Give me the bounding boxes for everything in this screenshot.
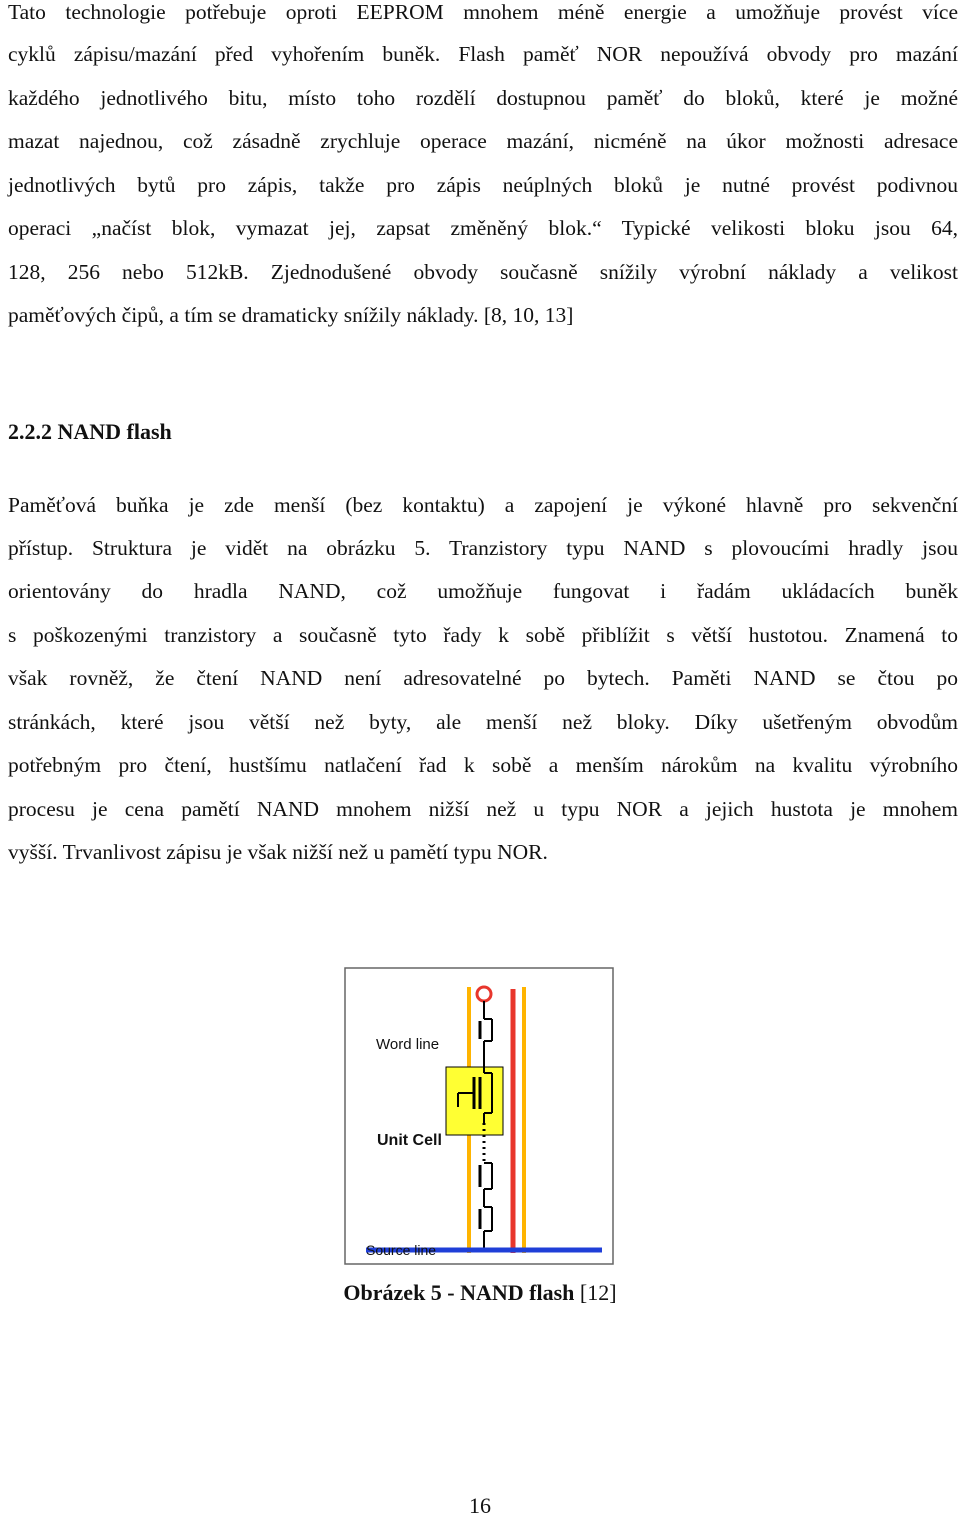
text-line: potřebným pro čtení, hustšímu natlačení řad k sobě a menším nárokům na kvalitu výrobního <box>8 753 958 777</box>
text-line: každého jednotlivého bitu, místo toho rozdělí dostupnou paměť do bloků, které je možné <box>8 86 958 110</box>
section-heading: 2.2.2 NAND flash <box>8 419 172 444</box>
text-line: vyšší. Trvanlivost zápisu je však nižší než u pamětí typu NOR. <box>8 840 548 864</box>
text-line: 128, 256 nebo 512kB. Zjednodušené obvody současně snížily výrobní náklady a velikost <box>8 260 958 284</box>
text-line: Paměťová buňka je zde menší (bez kontaktu) a zapojení je výkoné hlavně pro sekvenční <box>8 493 958 517</box>
nand-flash-figure <box>344 967 614 1265</box>
text-line: orientovány do hradla NAND, což umožňuje fungovat i řadám ukládacích buněk <box>8 579 958 603</box>
text-line: mazat najednou, což zásadně zrychluje operace mazání, nicméně na úkor možnosti adresace <box>8 129 958 153</box>
bit-line-terminal <box>477 987 491 1001</box>
text-line: Tato technologie potřebuje oproti EEPROM mnohem méně energie a umožňuje provést více <box>8 0 958 24</box>
unit-cell-label: Unit Cell <box>377 1132 442 1149</box>
text-line: procesu je cena pamětí NAND mnohem nižší než u typu NOR a jejich hustota je mnohem <box>8 797 958 821</box>
text-line: však rovněž, že čtení NAND není adresovatelné po bytech. Paměti NAND se čtou po <box>8 666 958 690</box>
figure-caption-title: Obrázek 5 - NAND flash <box>343 1280 575 1305</box>
nand-schematic-diagram <box>344 967 614 1265</box>
page-number: 16 <box>469 1493 491 1518</box>
text-line: přístup. Struktura je vidět na obrázku 5. Tranzistory typu NAND s plovoucími hradly jsou <box>8 536 958 560</box>
text-line: s poškozenými tranzistory a současně tyto řady k sobě přiblížit s větší hustotou. Znamená to <box>8 623 958 647</box>
text-line: operaci „načíst blok, vymazat jej, zapsat změněný blok.“ Typické velikosti bloku jsou 64, <box>8 216 958 240</box>
figure-caption-ref: [12] <box>579 1280 617 1305</box>
text-line: paměťových čipů, a tím se dramaticky snížily náklady. [8, 10, 13] <box>8 303 574 327</box>
figure-caption <box>0 1279 960 1307</box>
source-line-label: Source line <box>366 1242 437 1258</box>
word-line-label: Word line <box>376 1036 440 1053</box>
text-line: stránkách, které jsou větší než byty, ale menší než bloky. Díky ušetřeným obvodům <box>8 710 958 734</box>
text-line: cyklů zápisu/mazání před vyhořením buněk. Flash paměť NOR nepoužívá obvody pro mazání <box>8 42 958 66</box>
text-line: jednotlivých bytů pro zápis, takže pro zápis neúplných bloků je nutné provést podivnou <box>8 173 958 197</box>
